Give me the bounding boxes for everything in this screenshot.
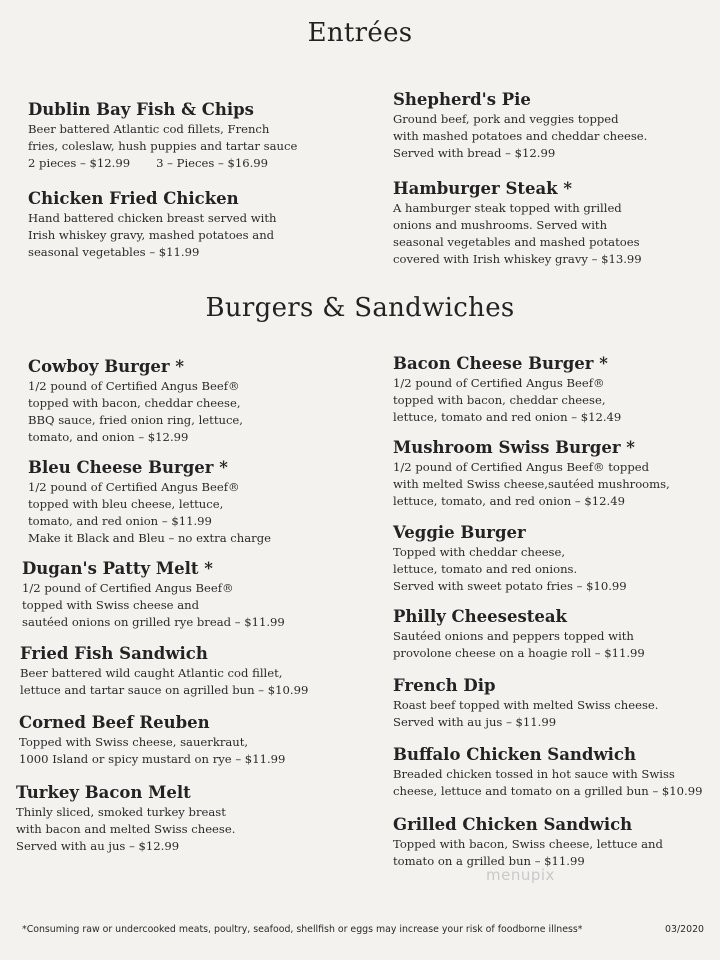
item-name: Dublin Bay Fish & Chips (28, 100, 254, 119)
item-desc: Topped with Swiss cheese, sauerkraut, 1000 Island or spicy mustard on rye – $11.99 (19, 735, 286, 766)
item-name: Bleu Cheese Burger * (28, 458, 228, 477)
menu-date: 03/2020 (665, 924, 704, 935)
item-desc: Roast beef topped with melted Swiss cheese. Served with au jus – $11.99 (393, 698, 659, 729)
item-price-row (28, 155, 297, 172)
menu-item-buffalo-chicken-sandwich (393, 744, 703, 800)
menu-item-shepherds-pie (393, 89, 647, 162)
item-name: Corned Beef Reuben (19, 713, 210, 732)
item-desc: 1/2 pound of Certified Angus Beef® topped with bleu cheese, lettuce, tomato, and red onion – $11.99 Make it Black and Bleu – no extra charge (28, 480, 271, 545)
item-name: Turkey Bacon Melt (16, 783, 191, 802)
item-desc: Ground beef, pork and veggies topped with mashed potatoes and cheddar cheese. Served with bread – $12.99 (393, 112, 648, 160)
item-name: Chicken Fried Chicken (28, 189, 239, 208)
item-desc: Beer battered wild caught Atlantic cod fillet, lettuce and tartar sauce on agrilled bun – $10.99 (20, 666, 309, 697)
item-desc: A hamburger steak topped with grilled onions and mushrooms. Served with seasonal vegetables and mashed potatoes covered with Irish whiskey gravy – $13.99 (393, 201, 642, 266)
item-name: Veggie Burger (393, 523, 526, 542)
item-desc: 1/2 pound of Certified Angus Beef® topped with bacon, cheddar cheese, BBQ sauce, fried onion ring, lettuce, tomato, and onion – $12.99 (28, 379, 243, 444)
menu-item-dugans-patty-melt (22, 558, 285, 631)
menu-item-fried-fish-sandwich (20, 643, 308, 699)
item-name: Bacon Cheese Burger * (393, 354, 608, 373)
item-desc: Sautéed onions and peppers topped with provolone cheese on a hoagie roll – $11.99 (393, 629, 645, 660)
item-desc: 1/2 pound of Certified Angus Beef® topped with Swiss cheese and sautéed onions on grilled rye bread – $11.99 (22, 581, 285, 629)
item-name: Hamburger Steak * (393, 179, 572, 198)
item-desc: Hand battered chicken breast served with Irish whiskey gravy, mashed potatoes and seasonal vegetables – $11.99 (28, 211, 277, 259)
menu-item-bleu-cheese-burger (28, 457, 271, 547)
menu-item-bacon-cheese-burger (393, 353, 621, 426)
item-name: Cowboy Burger * (28, 357, 184, 376)
menu-item-french-dip (393, 675, 658, 731)
menu-item-hamburger-steak (393, 178, 642, 268)
item-desc: Thinly sliced, smoked turkey breast with bacon and melted Swiss cheese. Served with au jus – $12.99 (16, 805, 236, 853)
foodborne-illness-disclaimer: *Consuming raw or undercooked meats, poultry, seafood, shellfish or eggs may increase your risk of foodborne illness* (22, 924, 583, 935)
menu-item-fish-and-chips (28, 99, 297, 172)
watermark: menupix (486, 866, 555, 884)
menu-item-corned-beef-reuben (19, 712, 285, 768)
item-name: Dugan's Patty Melt * (22, 559, 213, 578)
item-name: French Dip (393, 676, 496, 695)
item-desc: Topped with bacon, Swiss cheese, lettuce and tomato on a grilled bun – $11.99 (393, 837, 663, 868)
item-name: Buffalo Chicken Sandwich (393, 745, 636, 764)
item-price-three-pieces: 3 – Pieces – $16.99 (156, 156, 269, 170)
item-desc: Beer battered Atlantic cod fillets, French fries, coleslaw, hush puppies and tartar sauce (28, 122, 298, 153)
menu-item-veggie-burger (393, 522, 627, 595)
item-desc: Breaded chicken tossed in hot sauce with Swiss cheese, lettuce and tomato on a grilled bun – $10.99 (393, 767, 703, 798)
menu-item-mushroom-swiss-burger (393, 437, 670, 510)
item-name: Shepherd's Pie (393, 90, 531, 109)
menu-item-turkey-bacon-melt (16, 782, 235, 855)
item-desc: 1/2 pound of Certified Angus Beef® topped with melted Swiss cheese,sautéed mushrooms, lettuce, tomato, and red onion – $12.49 (393, 460, 670, 508)
menu-item-grilled-chicken-sandwich (393, 814, 663, 870)
footer (22, 924, 712, 935)
entrees-title: Entrées (307, 18, 413, 48)
item-name: Mushroom Swiss Burger * (393, 438, 635, 457)
item-price-two-pieces: 2 pieces – $12.99 (28, 156, 131, 170)
item-desc: Topped with cheddar cheese, lettuce, tomato and red onions. Served with sweet potato fries – $10.99 (393, 545, 627, 593)
item-name: Grilled Chicken Sandwich (393, 815, 633, 834)
menu-item-philly-cheesesteak (393, 606, 645, 662)
item-name: Fried Fish Sandwich (20, 644, 208, 663)
burgers-sandwiches-title: Burgers & Sandwiches (205, 293, 515, 323)
menu-item-cowboy-burger (28, 356, 243, 446)
item-desc: 1/2 pound of Certified Angus Beef® topped with bacon, cheddar cheese, lettuce, tomato and red onion – $12.49 (393, 376, 622, 424)
item-name: Philly Cheesesteak (393, 607, 567, 626)
menu-item-chicken-fried-chicken (28, 188, 276, 261)
